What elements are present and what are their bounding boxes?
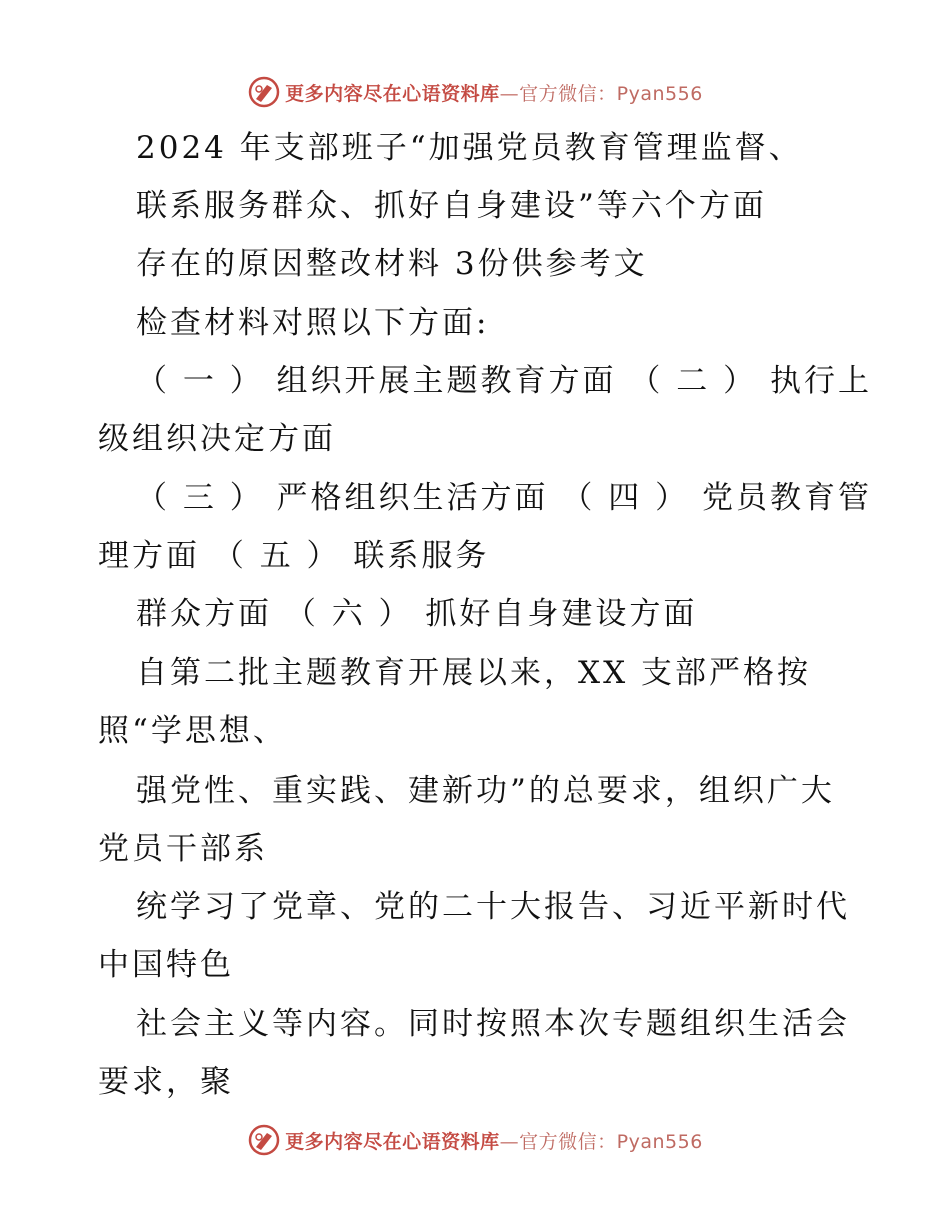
paragraph-line: 统学习了党章、党的二十大报告、习近平新时代 [136,889,850,925]
paragraph-line: 理方面 （ 五 ） 联系服务 [98,538,490,574]
paragraph-line: 级组织决定方面 [98,421,336,457]
watermark-dash: — [499,82,520,105]
footer-watermark [0,1120,950,1160]
paragraph-line: 强党性、重实践、建新功”的总要求，组织广大 [136,773,835,809]
watermark-text [285,1127,703,1154]
paragraph-line: 自第二批主题教育开展以来，XX 支部严格按 [136,655,811,691]
paragraph-line: 检查材料对照以下方面: [136,305,490,341]
paragraph-line: 党员干部系 [98,831,268,867]
watermark-text [285,79,703,106]
title-line-3: 存在的原因整改材料 3份供参考文 [136,246,648,282]
paragraph-line: 要求，聚 [98,1064,234,1100]
watermark-wechat: 官方微信：Pyan556 [519,82,703,105]
watermark-wechat: 官方微信：Pyan556 [519,1130,703,1153]
header-watermark [0,72,950,112]
watermark-lead: 更多内容尽在心语资料库 [285,1130,500,1153]
watermark-lead: 更多内容尽在心语资料库 [285,82,500,105]
document-logo-icon [247,1123,281,1157]
paragraph-line: （ 一 ） 组织开展主题教育方面 （ 二 ） 执行上 [136,363,872,399]
paragraph-line: 群众方面 （ 六 ） 抓好自身建设方面 [136,596,698,632]
paragraph-line: 社会主义等内容。同时按照本次专题组织生活会 [136,1006,850,1042]
document-logo-icon [247,75,281,109]
watermark-dash: — [499,1130,520,1153]
paragraph-line: 中国特色 [98,947,234,983]
title-line-2: 联系服务群众、抓好自身建设”等六个方面 [136,188,767,224]
paragraph-line: 照“学思想、 [98,713,287,749]
paragraph-line: （ 三 ） 严格组织生活方面 （ 四 ） 党员教育管 [136,480,872,516]
title-line-1: 2024 年支部班子“加强党员教育管理监督、 [136,130,803,166]
